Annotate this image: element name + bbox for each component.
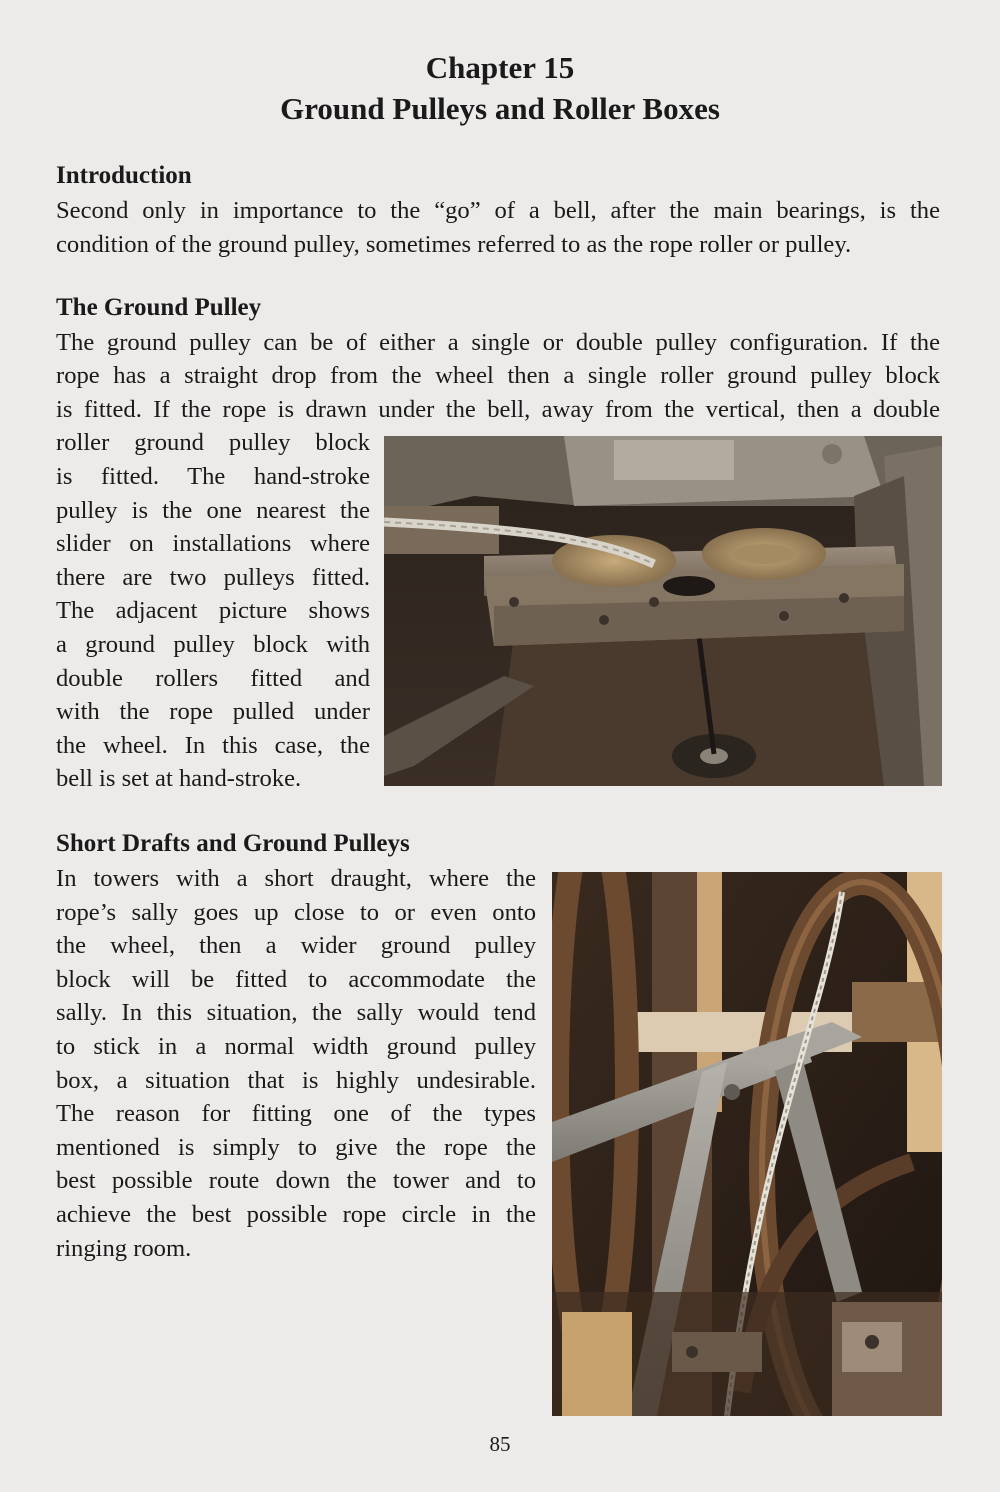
bell-wheel-photo — [552, 872, 942, 1416]
ground-pulley-photo — [384, 436, 942, 786]
ground-pulley-wrap-line: the wheel. In this case, the — [56, 732, 370, 759]
ground-pulley-wrap-line: pulley is the one nearest the — [56, 497, 370, 524]
short-drafts-heading: Short Drafts and Ground Pulleys — [56, 830, 410, 857]
short-drafts-line: to stick in a normal width ground pulley — [56, 1033, 536, 1060]
short-drafts-line: The reason for fitting one of the types — [56, 1100, 536, 1127]
intro-line: Second only in importance to the “go” of a bell, after the main bearings, is the — [56, 197, 940, 224]
page-number: 85 — [489, 1432, 511, 1456]
ground-pulley-wrap-line: double rollers fitted and — [56, 665, 370, 692]
short-drafts-line: rope’s sally goes up close to or even onto — [56, 899, 536, 926]
short-drafts-line: the wheel, then a wider ground pulley — [56, 932, 536, 959]
short-drafts-line: block will be fitted to accommodate the — [56, 966, 536, 993]
short-drafts-line: sally. In this situation, the sally would tend — [56, 999, 536, 1026]
short-drafts-line: In towers with a short draught, where the — [56, 865, 536, 892]
ground-pulley-wrap-line: roller ground pulley block — [56, 429, 370, 456]
introduction-heading: Introduction — [56, 162, 192, 189]
ground-pulley-wrap-line: there are two pulleys fitted. — [56, 564, 370, 591]
intro-line: condition of the ground pulley, sometimes referred to as the rope roller or pulley. — [56, 231, 852, 258]
chapter-number: Chapter 15 — [425, 50, 575, 85]
ground-pulley-wrap-line: bell is set at hand-stroke. — [56, 765, 302, 792]
ground-pulley-wrap-line: The adjacent picture shows — [56, 597, 370, 624]
ground-pulley-line: The ground pulley can be of either a single or double pulley configuration. If the — [56, 329, 940, 356]
ground-pulley-wrap-line: is fitted. The hand-stroke — [56, 463, 370, 490]
ground-pulley-line: is fitted. If the rope is drawn under the bell, away from the vertical, then a double — [56, 396, 940, 423]
short-drafts-line: mentioned is simply to give the rope the — [56, 1134, 536, 1161]
ground-pulley-line: rope has a straight drop from the wheel then a single roller ground pulley block — [56, 362, 940, 389]
ground-pulley-wrap-line: slider on installations where — [56, 530, 370, 557]
short-drafts-line: box, a situation that is highly undesirable. — [56, 1067, 536, 1094]
short-drafts-line: ringing room. — [56, 1235, 192, 1262]
ground-pulley-heading: The Ground Pulley — [56, 294, 262, 321]
chapter-title: Ground Pulleys and Roller Boxes — [280, 91, 720, 126]
ground-pulley-wrap-line: with the rope pulled under — [56, 698, 370, 725]
ground-pulley-wrap-line: a ground pulley block with — [56, 631, 370, 658]
short-drafts-line: achieve the best possible rope circle in the — [56, 1201, 536, 1228]
short-drafts-line: best possible route down the tower and to — [56, 1167, 536, 1194]
